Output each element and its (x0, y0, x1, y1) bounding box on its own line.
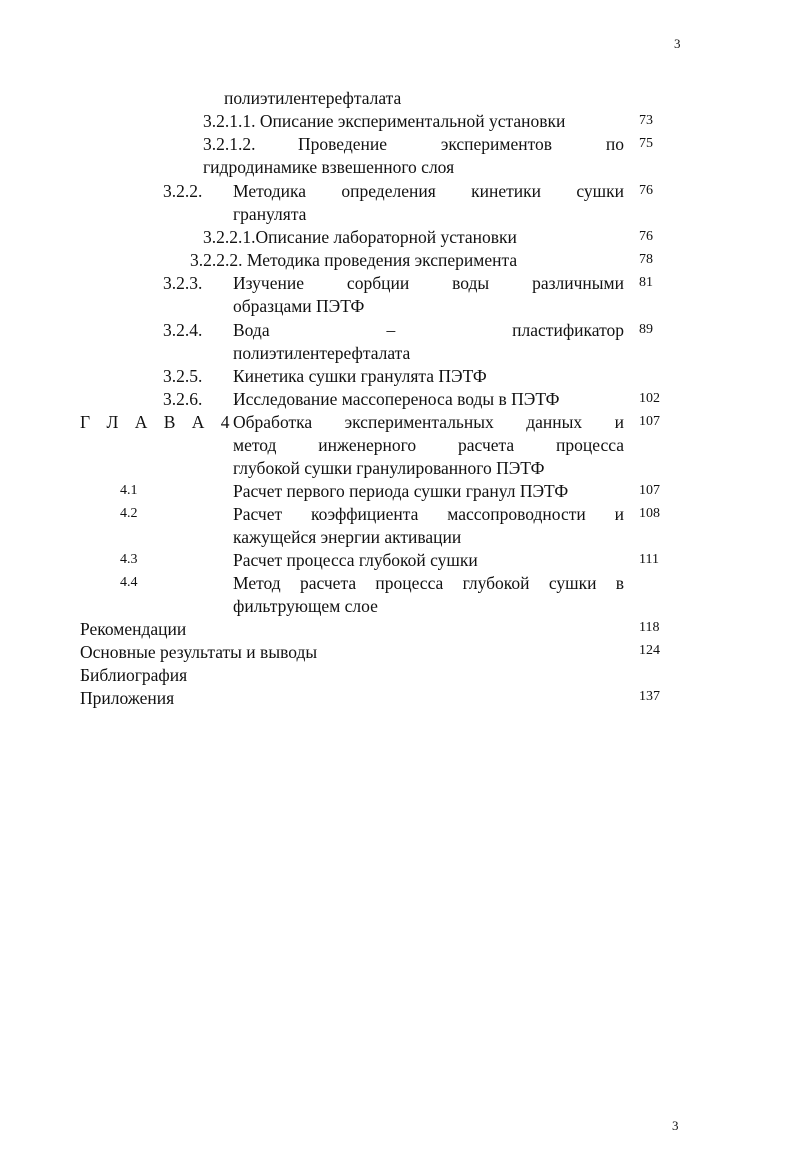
toc-entry-title: Изучение сорбции воды различными (233, 273, 624, 293)
toc-entry-number: 4.1 (120, 483, 138, 498)
toc-entry-title-cont: метод инженерного расчета процесса (233, 435, 624, 455)
toc-entry-title-cont: гранулята (233, 204, 307, 224)
toc-entry-page: 102 (639, 391, 660, 406)
toc-recommendations: Рекомендации (80, 619, 187, 639)
toc-entry-page: 108 (639, 506, 660, 521)
toc-continuation: полиэтилентерефталата (224, 88, 402, 108)
toc-entry-title: Методика проведения эксперимента (246, 250, 518, 270)
toc-entry-page: 78 (639, 252, 653, 267)
toc-entry-title: Расчет первого периода сушки гранул ПЭТФ (233, 481, 569, 501)
toc-entry-page: 75 (639, 136, 653, 151)
toc-entry-title: Проведение экспериментов по (298, 134, 624, 154)
toc-entry-title-cont: глубокой сушки гранулированного ПЭТФ (233, 458, 545, 478)
toc-entry-title: Кинетика сушки гранулята ПЭТФ (233, 366, 487, 386)
toc-entry-page: 73 (639, 113, 653, 128)
toc-entry-number: 4.4 (120, 575, 138, 590)
toc-entry-number: 3.2.2.2. (190, 250, 243, 270)
toc-entry-page: 111 (639, 552, 659, 567)
toc-entry-page: 107 (639, 414, 660, 429)
toc-entry-page: 76 (639, 183, 653, 198)
toc-entry-title-cont: образцами ПЭТФ (233, 296, 365, 316)
toc-entry-title-cont: гидродинамике взвешенного слоя (203, 157, 455, 177)
toc-entry-number: 3.2.6. (163, 389, 203, 409)
toc-entry-3-2-1-1 (203, 110, 565, 132)
toc-entry-number: 4.3 (120, 552, 138, 567)
toc-entry-title: Расчет коэффициента массопроводности и (233, 504, 624, 524)
toc-entry-number: 4.2 (120, 506, 138, 521)
page-number-top: 3 (674, 36, 681, 51)
toc-entry-page: 81 (639, 275, 653, 290)
toc-entry-page: 89 (639, 322, 653, 337)
toc-appendices: Приложения (80, 688, 175, 708)
toc-entry-number: 3.2.3. (163, 273, 203, 293)
toc-entry-title: Расчет процесса глубокой сушки (233, 550, 478, 570)
toc-entry-number: 3.2.2.1. (203, 227, 256, 247)
chapter-heading: Г Л А В А 4 (80, 412, 236, 432)
toc-entry-title: Исследование массопереноса воды в ПЭТФ (233, 389, 560, 409)
toc-entry-page: 76 (639, 229, 653, 244)
toc-entry-title: Методика определения кинетики сушки (233, 181, 624, 201)
toc-entry-page: 107 (639, 483, 660, 498)
toc-bibliography: Библиография (80, 665, 188, 685)
toc-entry-number: 3.2.2. (163, 181, 203, 201)
toc-entry-number: 3.2.4. (163, 320, 203, 340)
toc-entry-3-2-2-1 (203, 226, 517, 248)
toc-entry-title-cont: фильтрующем слое (233, 596, 378, 616)
toc-entry-title-cont: кажущейся энергии активации (233, 527, 462, 547)
toc-entry-page: 137 (639, 689, 660, 704)
page-number-bottom: 3 (672, 1118, 679, 1133)
toc-entry-3-2-2-2 (190, 249, 517, 271)
toc-entry-title: Описание экспериментальной установки (259, 111, 566, 131)
toc-entry-number: 3.2.5. (163, 366, 203, 386)
toc-entry-page: 124 (639, 643, 660, 658)
toc-entry-page: 118 (639, 620, 660, 635)
toc-results: Основные результаты и выводы (80, 642, 318, 662)
toc-entry-title: Обработка экспериментальных данных и (233, 412, 624, 432)
toc-entry-title: Описание лабораторной установки (255, 227, 517, 247)
toc-entry-title: Метод расчета процесса глубокой сушки в (233, 573, 624, 593)
toc-entry-number: 3.2.1.1. (203, 111, 256, 131)
toc-entry-number: 3.2.1.2. (203, 134, 256, 154)
toc-entry-title-cont: полиэтилентерефталата (233, 343, 411, 363)
toc-entry-title: Вода – пластификатор (233, 320, 624, 340)
